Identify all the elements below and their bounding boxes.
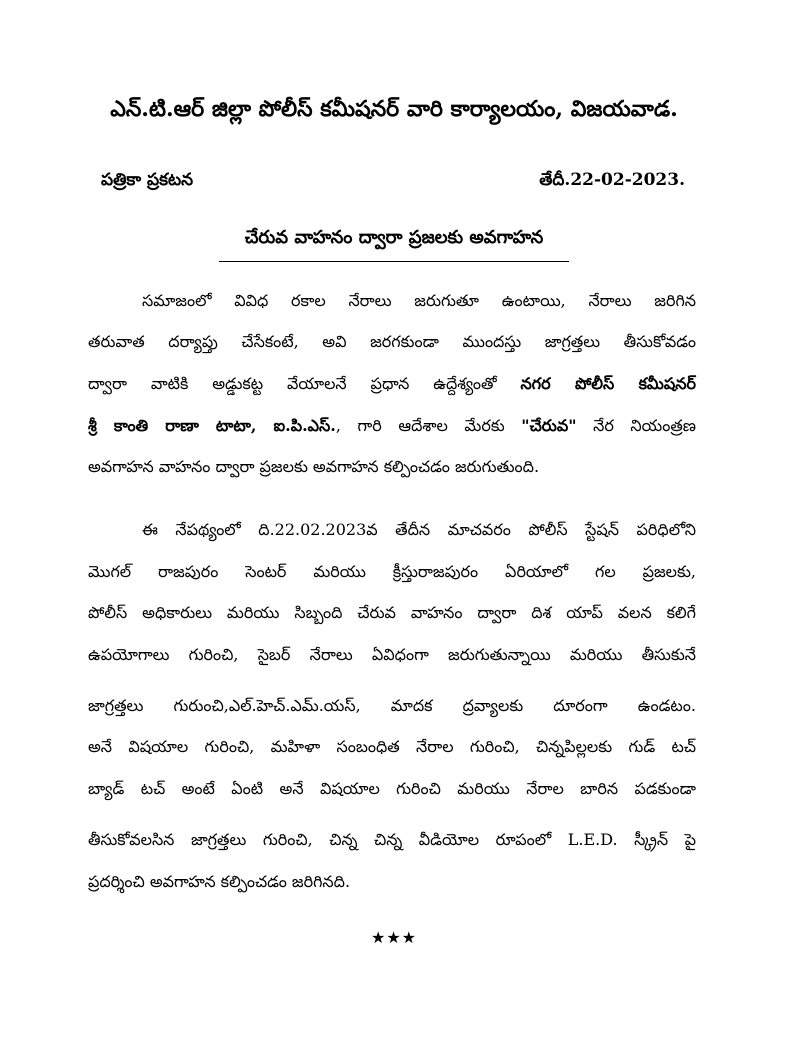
paragraph2-line8: తీసుకోవలసిన జాగ్రత్తలు గురించి, చిన్న చిన్న వీడియోల రూపంలో L.E.D. స్క్రీన్ పై xyxy=(88,830,696,849)
office-title: ఎన్.టి.ఆర్ జిల్లా పోలీస్ కమీషనర్ వారి కార్యాలయం, విజయవాడ. xyxy=(110,96,678,122)
commissioner-name: శ్రీ కాంతి రాణా టాటా, ఐ.పి.ఎస్. xyxy=(88,416,336,435)
paragraph2-line9: ప్రదర్శించి అవగాహన కల్పించడం జరిగినది. xyxy=(88,872,351,891)
paragraph2-line5: జాగ్రత్తలు గురుంచి,ఎల్.హెచ్.ఎమ్.యస్, మాదక ద్రవ్యాలకు దూరంగా ఉండటం. xyxy=(88,696,696,715)
subject-heading: చేరువ వాహనం ద్వారా ప్రజలకు అవగాహన xyxy=(244,227,544,248)
end-mark: ★★★ xyxy=(370,928,418,947)
commissioner-title: నగర పోలీస్ కమీషనర్ xyxy=(520,374,696,393)
paragraph1-line4-text: , గారి ఆదేశాల మేరకు xyxy=(335,416,522,435)
press-release-label: పత్రికా ప్రకటన xyxy=(101,170,194,190)
meta-row xyxy=(101,170,685,196)
paragraph1-line4-tail: నేర నియంత్రణ xyxy=(576,416,696,435)
paragraph1-line2: తరువాత దర్యాప్తు చేసేకంటే, అవి జరగకుండా ముందస్తు జాగ్రత్తలు తీసుకోవడం xyxy=(88,332,696,351)
cheruva-name: "చేరువ" xyxy=(521,416,577,435)
paragraph2-line1: ఈ నేపథ్యంలో ది.22.02.2023వ తేదీన మాచవరం పోలీస్ స్టేషన్ పరిధిలోని xyxy=(142,520,696,539)
paragraph2-line7: బ్యాడ్ టచ్ అంటే ఏంటి అనే విషయాల గురించి మరియు నేరాల బారిన పడకుండా xyxy=(88,779,696,798)
paragraph2-line3: పోలీస్ అధికారులు మరియు సిబ్బంది చేరువ వాహనం ద్వారా దిశ యాప్ వలన కలిగే xyxy=(88,603,696,622)
paragraph1-line3-text: ద్వారా వాటికి అడ్డుకట్ట వేయాలనే ప్రధాన ఉద్దేశ్యంతో xyxy=(88,374,521,393)
paragraph1-line1: సమాజంలో వివిధ రకాల నేరాలు జరుగుతూ ఉంటాయి, నేరాలు జరిగిన xyxy=(142,291,696,310)
subject-underline xyxy=(219,261,569,262)
paragraph1-line5: అవగాహన వాహనం ద్వారా ప్రజలకు అవగాహన కల్పించడం జరుగుతుంది. xyxy=(88,457,540,476)
paragraph1-line3 xyxy=(88,372,696,396)
release-date: తేదీ.22-02-2023. xyxy=(539,170,685,190)
paragraph2-line2: మొగల్ రాజపురం సెంటర్ మరియు క్రీస్తురాజపురం ఏరియాలో గల ప్రజలకు, xyxy=(88,562,696,581)
paragraph1-line4 xyxy=(88,414,696,438)
paragraph2-line4: ఉపయోగాలు గురించి, సైబర్ నేరాలు ఏవిధంగా జరుగుతున్నాయి మరియు తీసుకునే xyxy=(88,645,696,664)
paragraph2-line6: అనే విషయాల గురించి, మహిళా సంబంధిత నేరాల గురించి, చిన్నపిల్లలకు గుడ్ టచ్ xyxy=(88,737,696,756)
